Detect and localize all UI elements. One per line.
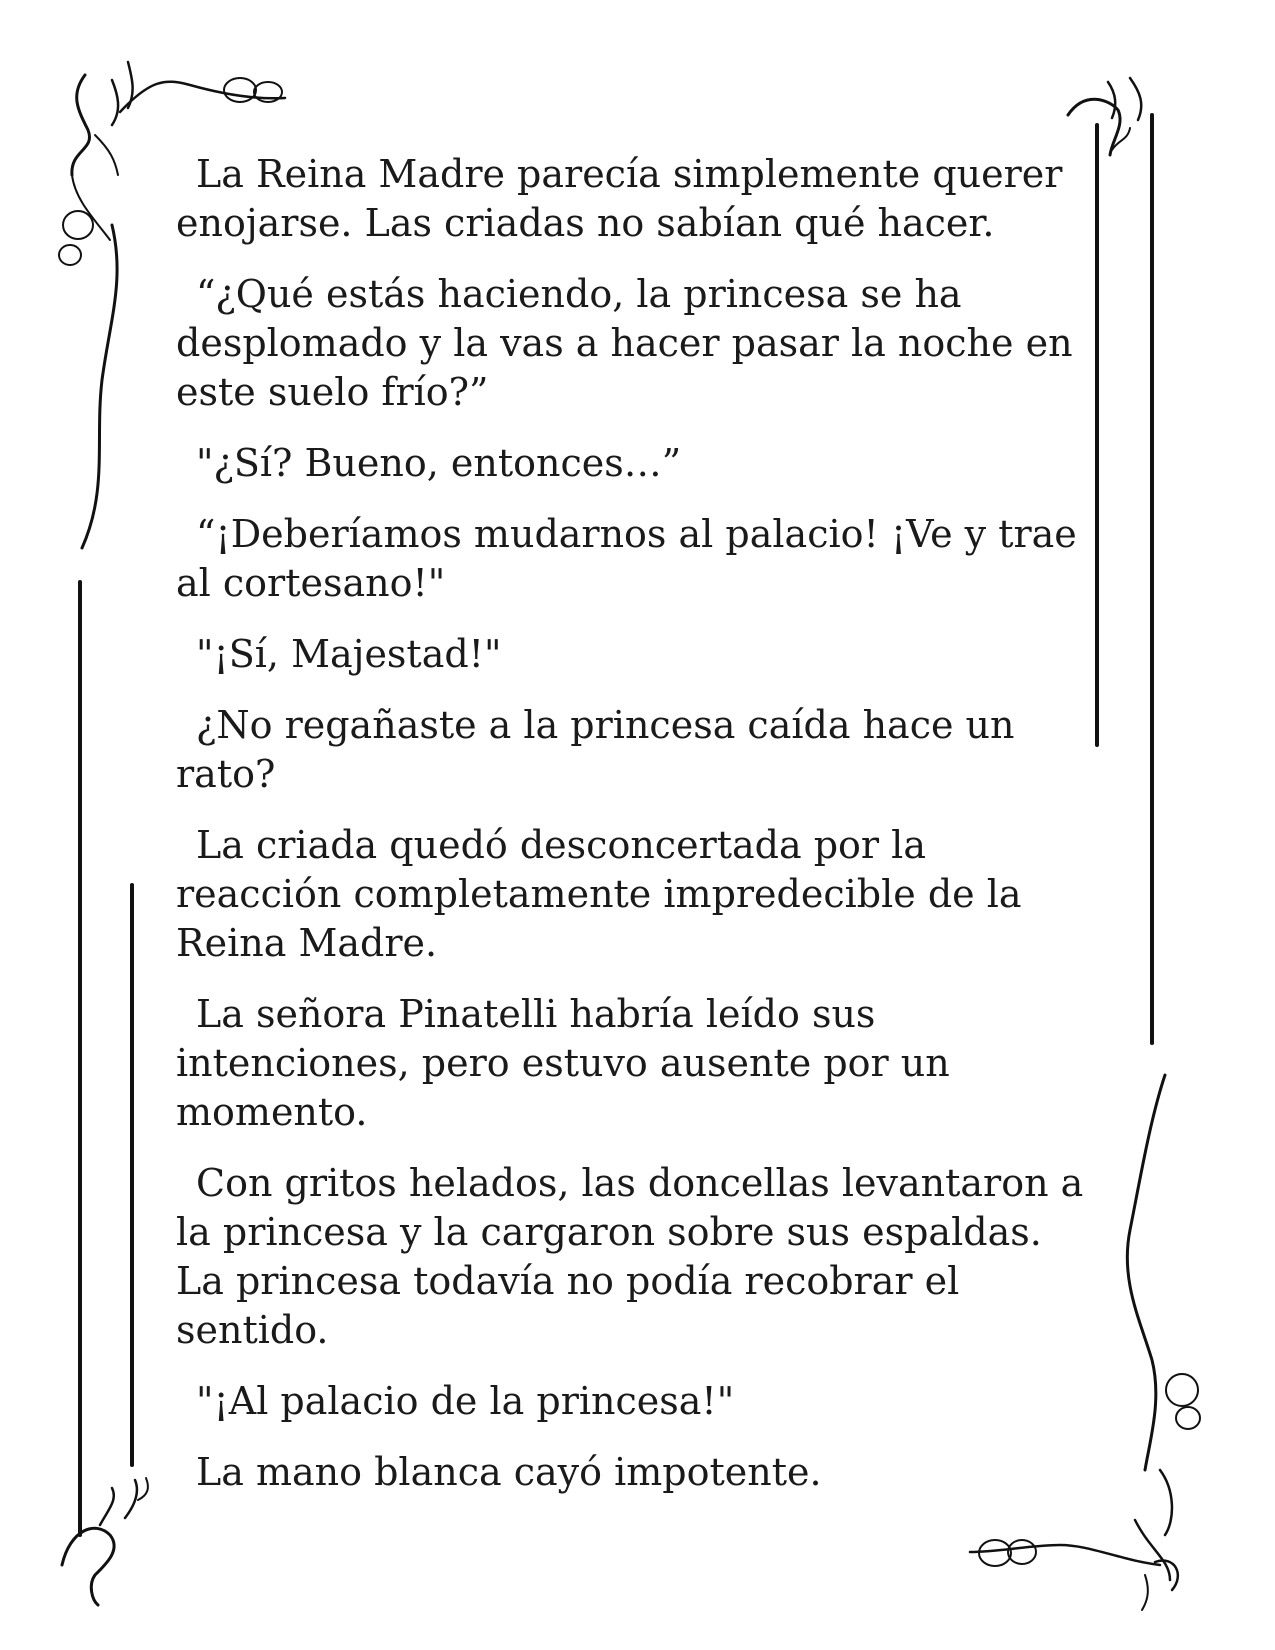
paragraph-9: Con gritos helados, las doncellas levantaron a la princesa y la cargaron sobre sus espaldas. La princesa todavía no podía recobrar el sentido. [176,1161,1084,1352]
paragraph-8: La señora Pinatelli habría leído sus intenciones, pero estuvo ausente por un momento. [176,992,950,1134]
bottom-left-flourish [62,1478,148,1605]
paragraph-3: "¿Sí? Bueno, entonces…” [196,441,682,485]
paragraph-1: La Reina Madre parecía simplemente querer enojarse. Las criadas no sabían qué hacer. [176,152,1063,245]
paragraph-5: "¡Sí, Majestad!" [196,632,502,676]
paragraph-2: “¿Qué estás haciendo, la princesa se ha desplomado y la vas a hacer pasar la noche en este suelo frío?” [176,272,1073,414]
story-text [176,150,1096,1519]
paragraph-7: La criada quedó desconcertada por la reacción completamente impredecible de la Reina Madre. [176,823,1022,965]
paragraph-4: “¡Deberíamos mudarnos al palacio! ¡Ve y trae al cortesano!" [176,512,1077,605]
paragraph-11: La mano blanca cayó impotente. [196,1450,822,1494]
paragraph-10: "¡Al palacio de la princesa!" [196,1379,735,1423]
paragraph-6: ¿No regañaste a la princesa caída hace un rato? [176,703,1015,796]
